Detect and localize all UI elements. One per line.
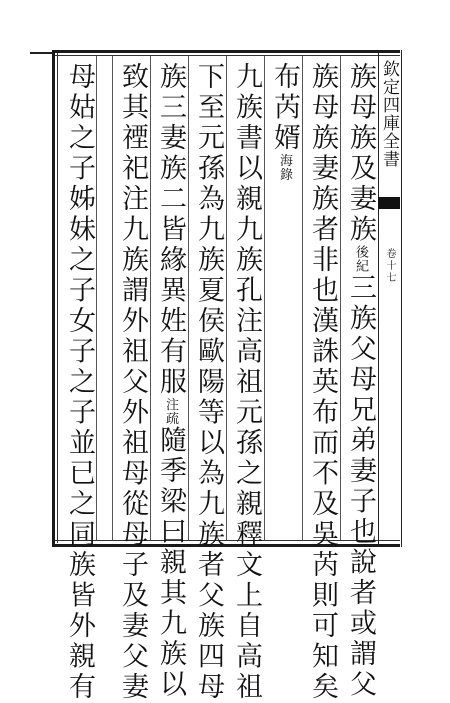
- text-column-1: [343, 62, 377, 700]
- column-text: 族三妻族二皆緣異姓有服: [155, 62, 186, 398]
- column-text: 致其禋祀注九族謂外祖父外祖母從母子及妻父妻: [117, 62, 148, 703]
- column-text: 族母族及妻族: [345, 62, 376, 245]
- frame-top-border: [52, 50, 400, 53]
- column-rule: [226, 56, 227, 540]
- edge-mark: [30, 52, 52, 54]
- annotation-note: 後紀: [353, 245, 368, 273]
- column-rule: [112, 56, 113, 540]
- margin-volume: 卷十七: [384, 248, 395, 284]
- column-rule: [150, 56, 151, 540]
- fold-fishtail-mark: [378, 197, 400, 209]
- text-column-8: [62, 62, 96, 703]
- text-column-4: [229, 62, 263, 703]
- text-column-2: [305, 62, 339, 703]
- text-column-7: [115, 62, 149, 703]
- text-column-3: [267, 62, 301, 538]
- annotation-note: 注疏: [163, 397, 178, 426]
- column-rule: [264, 56, 265, 540]
- frame-left-border: [52, 50, 55, 547]
- column-text: 族母族妻族者非也漢誅英布而不及吳芮則可知矣: [307, 62, 338, 703]
- column-rule: [340, 56, 341, 540]
- frame-left-inner-border: [57, 53, 58, 543]
- column-text: 隨季梁曰親其九族以: [155, 425, 186, 700]
- margin-title: 欽定四庫全書: [379, 60, 399, 168]
- column-rule: [188, 56, 189, 540]
- column-text: 九族書以親九族孔注高祖元孫之親釋文上自高祖: [231, 62, 262, 703]
- column-text: 下至元孫為九族夏侯歐陽等以為九族者父族四母: [193, 62, 224, 703]
- text-column-5: [191, 62, 225, 703]
- column-rule: [302, 56, 303, 540]
- column-text: 母姑之子姊妹之子女子之子並已之同族皆外親有: [64, 62, 95, 703]
- column-text: 布芮婿: [269, 62, 300, 154]
- annotation-note: 海錄: [277, 153, 292, 182]
- column-text: 三族父母兄弟妻子也說者或謂父: [345, 273, 376, 700]
- column-rule: [96, 56, 97, 540]
- text-column-6: [153, 62, 187, 700]
